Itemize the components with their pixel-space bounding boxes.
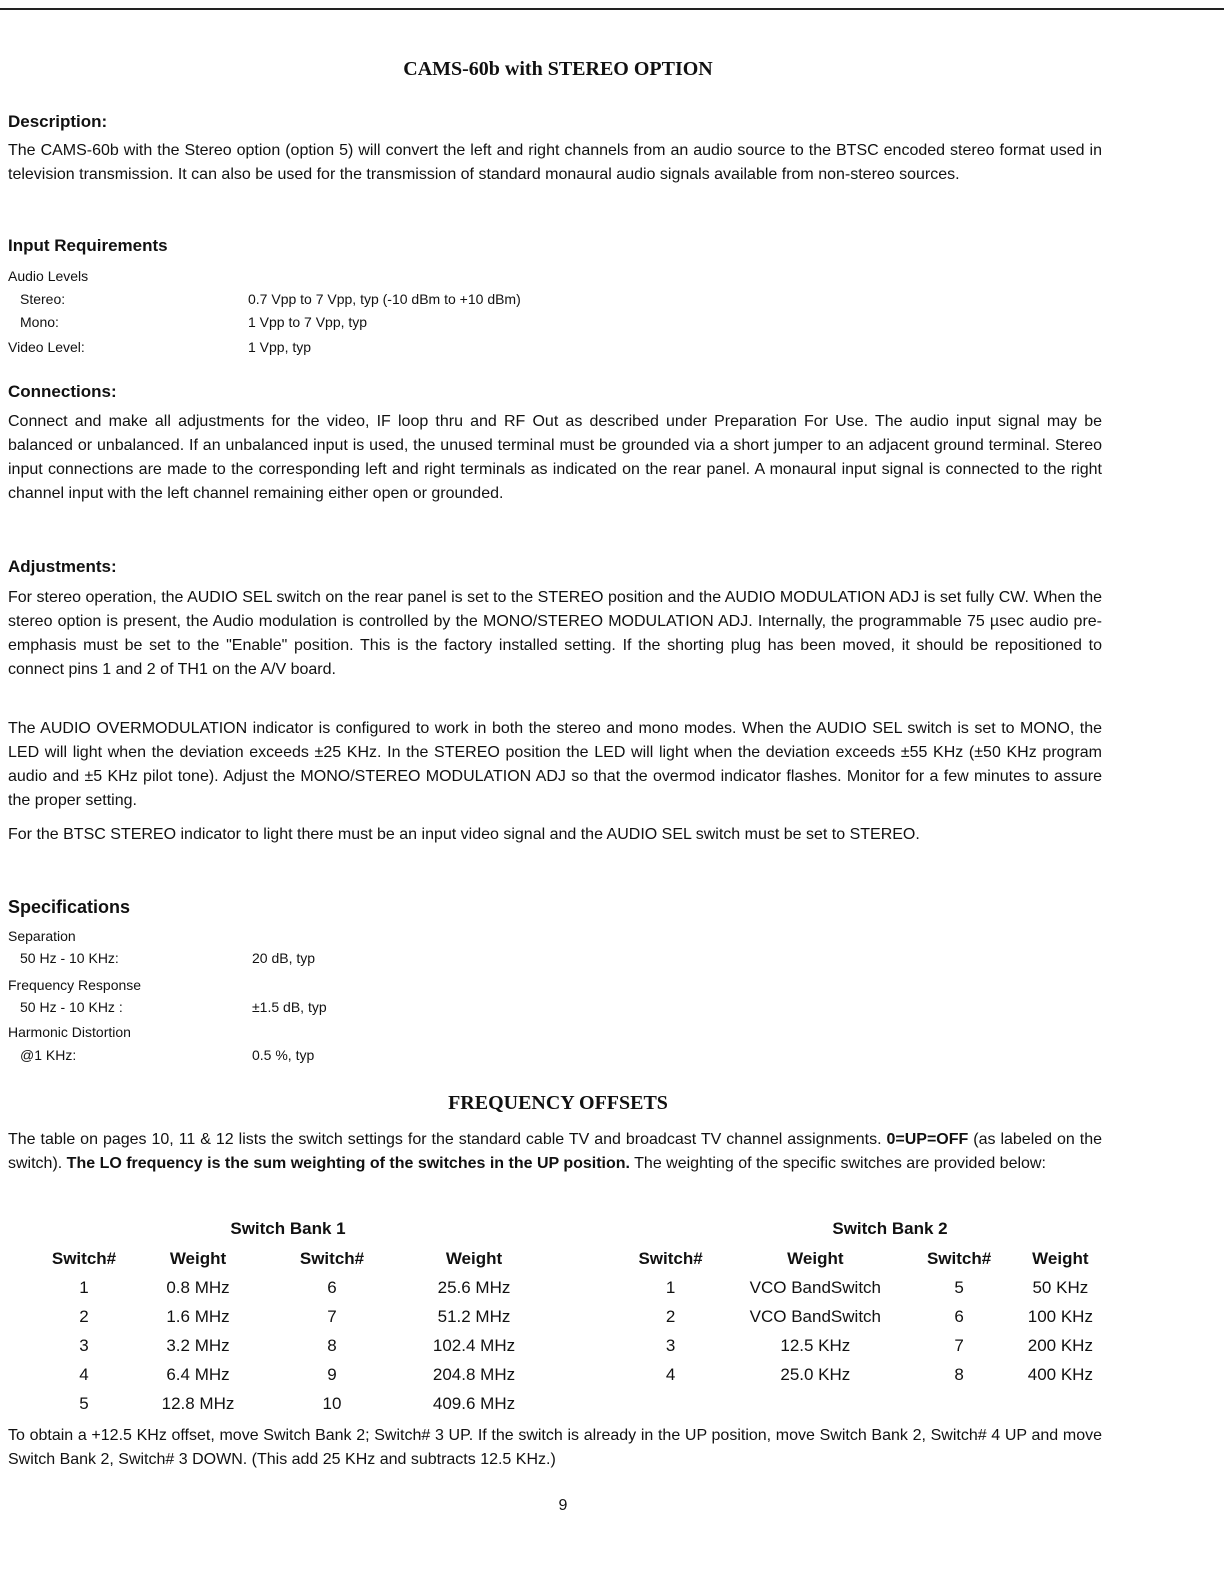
table-cell: 51.2 MHz — [437, 1306, 511, 1326]
table-cell: VCO BandSwitch — [749, 1306, 881, 1326]
intro-bold-2: The LO frequency is the sum weighting of the switches in the UP position. — [66, 1155, 630, 1172]
harmonic-distortion-condition: @1 KHz: — [20, 1047, 77, 1063]
table-cell: 12.5 KHz — [780, 1335, 851, 1355]
bank2-header-weight-2: Weight — [1032, 1248, 1089, 1268]
table-cell: 3 — [79, 1335, 89, 1355]
table-cell: 2 — [79, 1306, 89, 1326]
video-level-value: 1 Vpp, typ — [248, 339, 312, 355]
frequency-response-value: ±1.5 dB, typ — [252, 999, 327, 1015]
intro-text-3: The weighting of the specific switches are provided below: — [630, 1155, 1046, 1172]
table-cell: 12.8 MHz — [161, 1393, 235, 1413]
table-cell: 400 KHz — [1027, 1364, 1093, 1384]
table-cell: 8 — [954, 1364, 964, 1384]
spec-harmonic-distortion-group — [8, 1022, 131, 1042]
table-cell: 3.2 MHz — [166, 1335, 230, 1355]
adjustments-paragraph-3: For the BTSC STEREO indicator to light there must be an input video signal and the AUDIO SEL switch must be set to STEREO. — [8, 826, 920, 843]
table-cell: VCO BandSwitch — [749, 1277, 881, 1297]
table-cell: 50 KHz — [1032, 1277, 1089, 1297]
description-text: The CAMS-60b with the Stereo option (option 5) will convert the left and right channels from an audio source to the BTSC encoded stereo format used in television transmission. It can also be used for the transmission of standard monaural audio signals available from non-stereo sources. — [8, 142, 1102, 183]
bank1-table — [30, 1244, 542, 1418]
table-cell: 5 — [954, 1277, 964, 1297]
table-cell: 8 — [327, 1335, 337, 1355]
mono-level-row — [20, 312, 720, 332]
stereo-label: Stereo: — [20, 291, 66, 307]
table-row — [30, 1331, 542, 1360]
table-row — [616, 1302, 1108, 1331]
audio-levels-label — [8, 266, 88, 286]
table-cell: 5 — [79, 1393, 89, 1413]
bank2-header-switch-1: Switch# — [638, 1248, 703, 1268]
separation-range: 50 Hz - 10 KHz: — [20, 950, 119, 966]
intro-bold-1: 0=UP=OFF — [886, 1131, 969, 1148]
connections-text: Connect and make all adjustments for the video, IF loop thru and RF Out as described under Preparation For Use. The audio input signal may be balanced or unbalanced. If an unbalanced input is used, the unused terminal must be grounded via a short jumper to an adjacent ground terminal. Stereo input connections are made to the corresponding left and right terminals as indicated on the rear panel. A monaural input signal is connected to the right channel input with the left channel remaining either open or grounded. — [8, 413, 1102, 502]
mono-label: Mono: — [20, 314, 59, 330]
table-cell: 25.0 KHz — [780, 1364, 851, 1384]
table-cell: 1.6 MHz — [166, 1306, 230, 1326]
bank2-title: Switch Bank 2 — [832, 1219, 948, 1238]
table-row — [30, 1273, 542, 1302]
table-cell: 100 KHz — [1027, 1306, 1093, 1326]
separation-value: 20 dB, typ — [252, 950, 316, 966]
table-cell: 4 — [79, 1364, 89, 1384]
bank1-header-weight-2: Weight — [445, 1248, 503, 1268]
spec-frequency-response-row — [20, 997, 520, 1017]
table-cell: 200 KHz — [1027, 1335, 1093, 1355]
connections-heading: Connections: — [8, 382, 117, 401]
table-cell: 9 — [327, 1364, 337, 1384]
intro-text-2: (as labeled on the switch). — [8, 1131, 1102, 1172]
bank1-header-switch-2: Switch# — [299, 1248, 365, 1268]
bank2-header-row — [616, 1244, 1108, 1273]
table-row — [30, 1389, 542, 1418]
table-cell: 6 — [327, 1277, 337, 1297]
table-cell: 7 — [954, 1335, 964, 1355]
table-row — [30, 1302, 542, 1331]
bank1-title: Switch Bank 1 — [230, 1219, 346, 1238]
table-cell: 4 — [665, 1364, 676, 1384]
frequency-offsets-heading: FREQUENCY OFFSETS — [448, 1092, 668, 1114]
table-cell: 6.4 MHz — [166, 1364, 230, 1384]
bank2-header-switch-2: Switch# — [926, 1248, 992, 1268]
spec-separation-group — [8, 926, 76, 946]
stereo-value: 0.7 Vpp to 7 Vpp, typ (-10 dBm to +10 dBm) — [248, 291, 521, 307]
table-cell: 3 — [665, 1335, 676, 1355]
spec-separation-row — [20, 948, 520, 968]
table-cell: 1 — [665, 1277, 676, 1297]
adjustments-heading: Adjustments: — [8, 557, 117, 576]
bank2-table — [616, 1244, 1108, 1389]
table-cell: 10 — [322, 1393, 342, 1413]
table-cell: 0.8 MHz — [166, 1277, 230, 1297]
table-cell: 25.6 MHz — [437, 1277, 511, 1297]
video-level-row — [8, 337, 708, 357]
frequency-response-label: Frequency Response — [8, 977, 142, 993]
table-row — [30, 1360, 542, 1389]
video-level-label: Video Level: — [8, 339, 85, 355]
bank2-header-weight-1: Weight — [787, 1248, 844, 1268]
table-cell: 409.6 MHz — [432, 1393, 516, 1413]
frequency-response-range: 50 Hz - 10 KHz : — [20, 999, 123, 1015]
specifications-heading: Specifications — [8, 897, 131, 917]
table-row — [616, 1360, 1108, 1389]
harmonic-distortion-value: 0.5 %, typ — [252, 1047, 315, 1063]
top-rule — [0, 8, 1224, 10]
bank1-header-weight-1: Weight — [169, 1248, 227, 1268]
offset-note: To obtain a +12.5 KHz offset, move Switch Bank 2; Switch# 3 UP. If the switch is already in the UP position, move Switch Bank 2, Switch# 4 UP and move Switch Bank 2, Switch# 3 DOWN. (This add 25 KHz and subtracts 12.5 KHz.) — [8, 1427, 1102, 1468]
table-cell: 1 — [79, 1277, 89, 1297]
stereo-level-row — [20, 289, 720, 309]
table-cell: 2 — [665, 1306, 676, 1326]
spec-frequency-response-group — [8, 975, 141, 995]
page-title: CAMS-60b with STEREO OPTION — [403, 58, 713, 80]
bank1-header-switch-1: Switch# — [51, 1248, 117, 1268]
mono-value: 1 Vpp to 7 Vpp, typ — [248, 314, 368, 330]
page-number: 9 — [558, 1497, 568, 1514]
table-row — [616, 1273, 1108, 1302]
spec-harmonic-distortion-row — [20, 1045, 520, 1065]
frequency-offsets-intro — [8, 1128, 1102, 1176]
description-heading: Description: — [8, 112, 108, 131]
adjustments-paragraph-2: The AUDIO OVERMODULATION indicator is configured to work in both the stereo and mono modes. When the AUDIO SEL switch is set to MONO, the LED will light when the deviation exceeds ±25 KHz. In the STEREO position the LED will light when the deviation exceeds ±55 KHz (±50 KHz program audio and ±5 KHz pilot tone). Adjust the MONO/STEREO MODULATION ADJ so that the overmod indicator flashes. Monitor for a few minutes to assure the proper setting. — [8, 720, 1102, 809]
audio-levels-text: Audio Levels — [8, 268, 89, 284]
harmonic-distortion-label: Harmonic Distortion — [8, 1024, 131, 1040]
table-cell: 7 — [327, 1306, 337, 1326]
intro-text-1: The table on pages 10, 11 & 12 lists the switch settings for the standard cable TV and broadcast TV channel assignments. — [8, 1131, 887, 1148]
table-cell: 204.8 MHz — [432, 1364, 516, 1384]
table-row — [616, 1331, 1108, 1360]
table-cell: 6 — [954, 1306, 964, 1326]
separation-label: Separation — [8, 928, 76, 944]
bank1-header-row — [30, 1244, 542, 1273]
table-cell: 102.4 MHz — [432, 1335, 516, 1355]
input-requirements-heading: Input Requirements — [8, 236, 168, 255]
adjustments-paragraph-1: For stereo operation, the AUDIO SEL switch on the rear panel is set to the STEREO position and the AUDIO MODULATION ADJ is set fully CW. When the stereo option is present, the Audio modulation is controlled by the MONO/STEREO MODULATION ADJ. Internally, the programmable 75 µsec audio pre-emphasis must be set to the "Enable" position. This is the factory installed setting. If the shorting plug has been moved, it should be repositioned to connect pins 1 and 2 of TH1 on the A/V board. — [8, 589, 1102, 678]
